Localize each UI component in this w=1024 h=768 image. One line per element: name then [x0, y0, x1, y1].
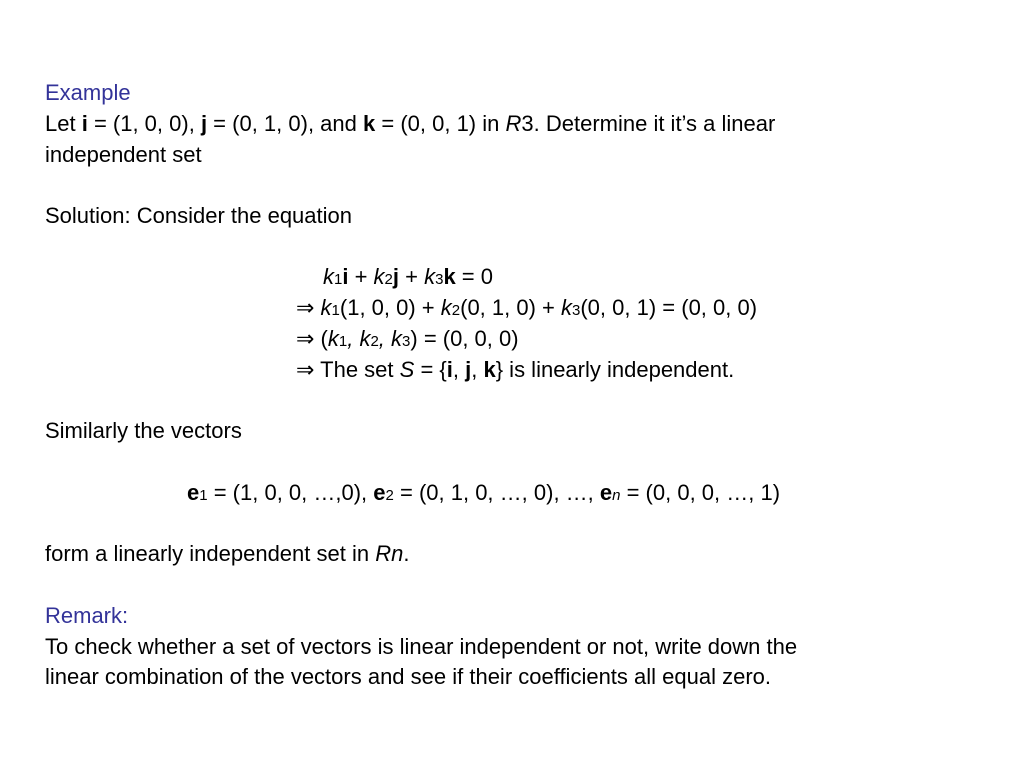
vector-e2-value: = (0, 1, 0, …, 0), …,	[393, 480, 600, 505]
index-1: 1	[334, 271, 343, 288]
statement-tail: . Determine it it’s a linear	[533, 111, 776, 136]
remark-line2: linear combination of the vectors and see if their coefficients all equal zero.	[45, 664, 771, 689]
index-3: 3	[402, 333, 411, 350]
coef-k: k	[323, 264, 334, 289]
term-3: (0, 0, 1) = (0, 0, 0)	[580, 295, 758, 320]
coef-k: k	[320, 295, 332, 320]
vector-j: j	[392, 264, 400, 289]
set-open: = {	[414, 357, 447, 382]
equation-rhs: ) = (0, 0, 0)	[410, 326, 519, 351]
equation-4	[296, 357, 734, 383]
equation-1	[323, 264, 493, 293]
separator: ,	[452, 357, 466, 382]
index-1: 1	[199, 487, 208, 504]
term-2: (0, 1, 0) +	[460, 295, 562, 320]
vector-k: k	[483, 357, 496, 382]
vector-e: e	[187, 480, 200, 505]
index-3: 3	[435, 271, 444, 288]
vector-e: e	[599, 480, 613, 505]
equation-rhs: = 0	[455, 264, 493, 289]
solution-intro: Solution: Consider the equation	[45, 203, 352, 228]
vector-j: j	[465, 357, 472, 382]
space-dim: 3	[521, 111, 534, 136]
index-2: 2	[370, 333, 379, 350]
coef-k: k	[561, 295, 573, 320]
implies-arrow: ⇒ (	[296, 326, 328, 351]
comma: ,	[347, 326, 360, 351]
index-2: 2	[384, 271, 393, 288]
equation-3	[296, 326, 519, 355]
remark-line1: To check whether a set of vectors is linear independent or not, write down the	[45, 634, 798, 659]
coef-k: k	[440, 295, 452, 320]
set-name: S	[399, 357, 415, 382]
example-statement-line1	[45, 111, 775, 137]
example-heading: Example	[45, 80, 131, 105]
vector-k: k	[443, 264, 456, 289]
example-statement-line2: independent set	[45, 142, 202, 167]
conclusion-period: .	[403, 541, 410, 566]
index-2: 2	[385, 487, 394, 504]
similarly-intro: Similarly the vectors	[45, 418, 242, 443]
term-1: (1, 0, 0) +	[339, 295, 441, 320]
coef-k: k	[373, 264, 385, 289]
set-close: } is linearly independent.	[495, 357, 735, 382]
index-2: 2	[451, 302, 461, 319]
statement-let: Let	[45, 111, 82, 136]
similarly-conclusion	[45, 541, 409, 567]
vector-en-value: = (0, 0, 0, …, 1)	[620, 480, 781, 505]
equation-2	[296, 295, 757, 324]
separator: ,	[471, 357, 484, 382]
coef-k: k	[359, 326, 371, 351]
coef-k: k	[327, 326, 339, 351]
coef-k: k	[424, 264, 436, 289]
index-1: 1	[331, 302, 340, 319]
vector-i: i	[342, 264, 349, 289]
conclusion-text: form a linearly independent set in	[45, 541, 376, 566]
vector-k: k	[363, 111, 376, 136]
vector-i: i	[446, 357, 453, 382]
plus-sign: +	[348, 264, 374, 289]
vector-k-value: = (0, 0, 1) in	[375, 111, 506, 136]
vector-j-value: = (0, 1, 0), and	[207, 111, 363, 136]
vector-i-value: = (1, 0, 0),	[87, 111, 201, 136]
vector-i: i	[81, 111, 88, 136]
remark-heading: Remark:	[45, 603, 129, 628]
space-r: R	[505, 111, 522, 136]
index-1: 1	[338, 333, 348, 350]
implies-arrow: ⇒ The set	[296, 357, 400, 382]
vector-e1-value: = (1, 0, 0, …,0),	[207, 480, 374, 505]
coef-k: k	[391, 326, 403, 351]
vector-j: j	[200, 111, 208, 136]
standard-basis-vectors	[187, 480, 780, 509]
index-3: 3	[572, 302, 581, 319]
implies-arrow: ⇒	[296, 295, 321, 320]
vector-e: e	[373, 480, 386, 505]
comma: ,	[378, 326, 392, 351]
plus-sign: +	[399, 264, 425, 289]
space-rn: Rn	[375, 541, 404, 566]
index-n: n	[612, 487, 621, 504]
